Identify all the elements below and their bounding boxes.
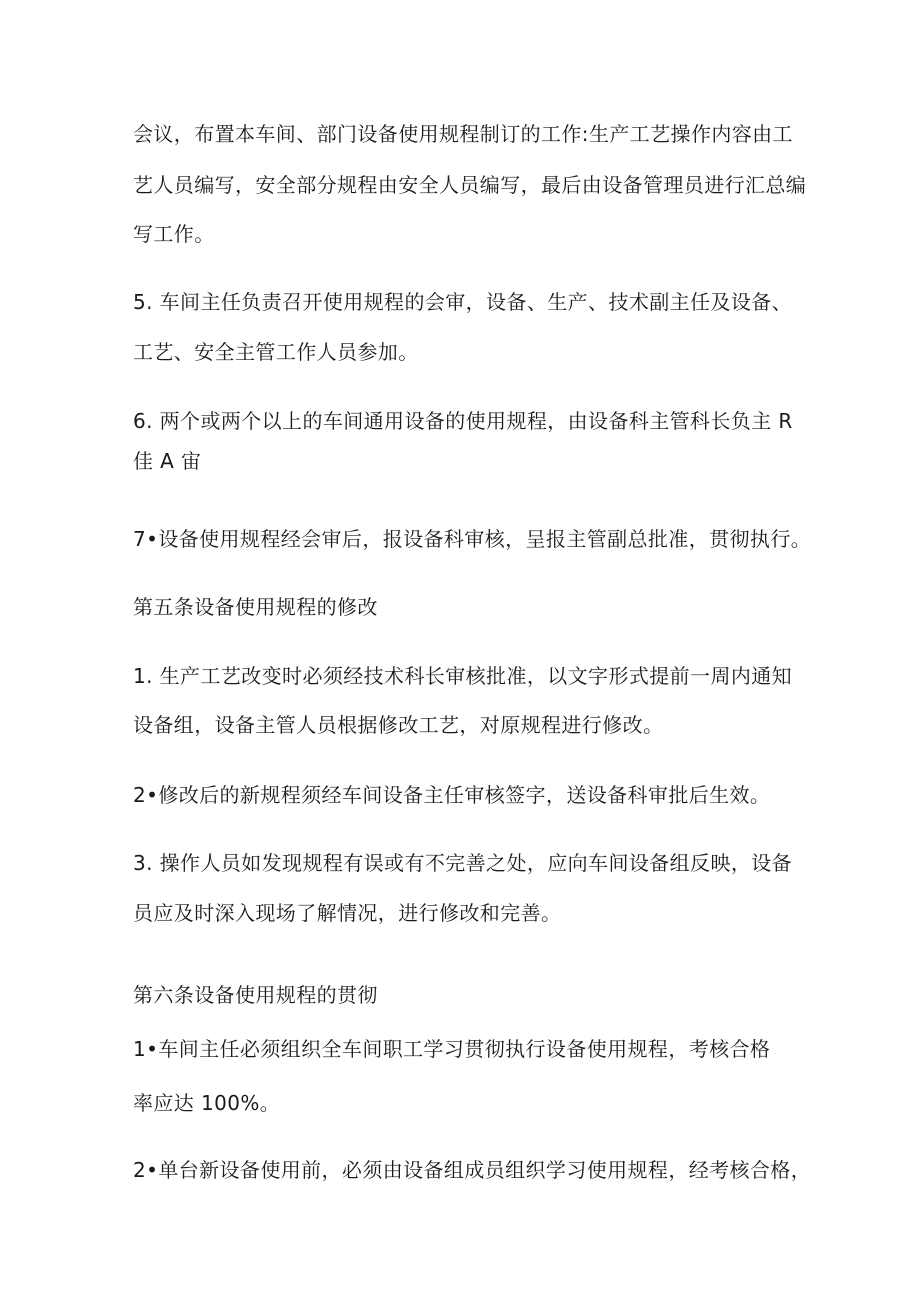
list-item-3: 3. 操作人员如发现规程有误或有不完善之处，应向车间设备组反映，设备 — [133, 851, 793, 875]
list-item-2: 2•修改后的新规程须经车间设备主任审核签字，送设备科审批后生效。 — [133, 783, 771, 807]
list-item-1: 1. 生产工艺改变时必须经技术科长审核批准，以文字形式提前一周内通知 — [133, 664, 793, 688]
paragraph-line: 员应及时深入现场了解情况，进行修改和完善。 — [133, 901, 562, 925]
list-item-6: 6. 两个或两个以上的车间通用设备的使用规程，由设备科主管科长负主 R — [133, 409, 793, 433]
paragraph-line: 设备组，设备主管人员根据修改工艺，对原规程进行修改。 — [133, 713, 664, 737]
list-item-1: 1•车间主任必须组织全车间职工学习贯彻执行设备使用规程，考核合格 — [133, 1037, 771, 1061]
paragraph-line: 工艺、安全主管工作人员参加。 — [133, 340, 419, 364]
list-item-7: 7•设备使用规程经会审后，报设备科审核，呈报主管副总批准，贯彻执行。 — [133, 527, 812, 551]
list-item-2: 2•单台新设备使用前，必须由设备组成员组织学习使用规程，经考核合格， — [133, 1158, 812, 1182]
section-heading: 第六条设备使用规程的贯彻 — [133, 983, 378, 1007]
paragraph-line: 艺人员编写，安全部分规程由安全人员编写，最后由设备管理员进行汇总编 — [133, 173, 807, 197]
paragraph-line: 率应达 100%。 — [133, 1091, 281, 1115]
paragraph-line: 写工作。 — [133, 222, 215, 246]
list-item-5: 5. 车间主任负责召开使用规程的会审，设备、生产、技术副主任及设备、 — [133, 290, 793, 314]
paragraph-line: 佳 A 宙 — [133, 449, 202, 473]
paragraph-line: 会议，布置本车间、部门设备使用规程制订的工作:生产工艺操作内容由工 — [133, 122, 793, 146]
section-heading: 第五条设备使用规程的修改 — [133, 595, 378, 619]
